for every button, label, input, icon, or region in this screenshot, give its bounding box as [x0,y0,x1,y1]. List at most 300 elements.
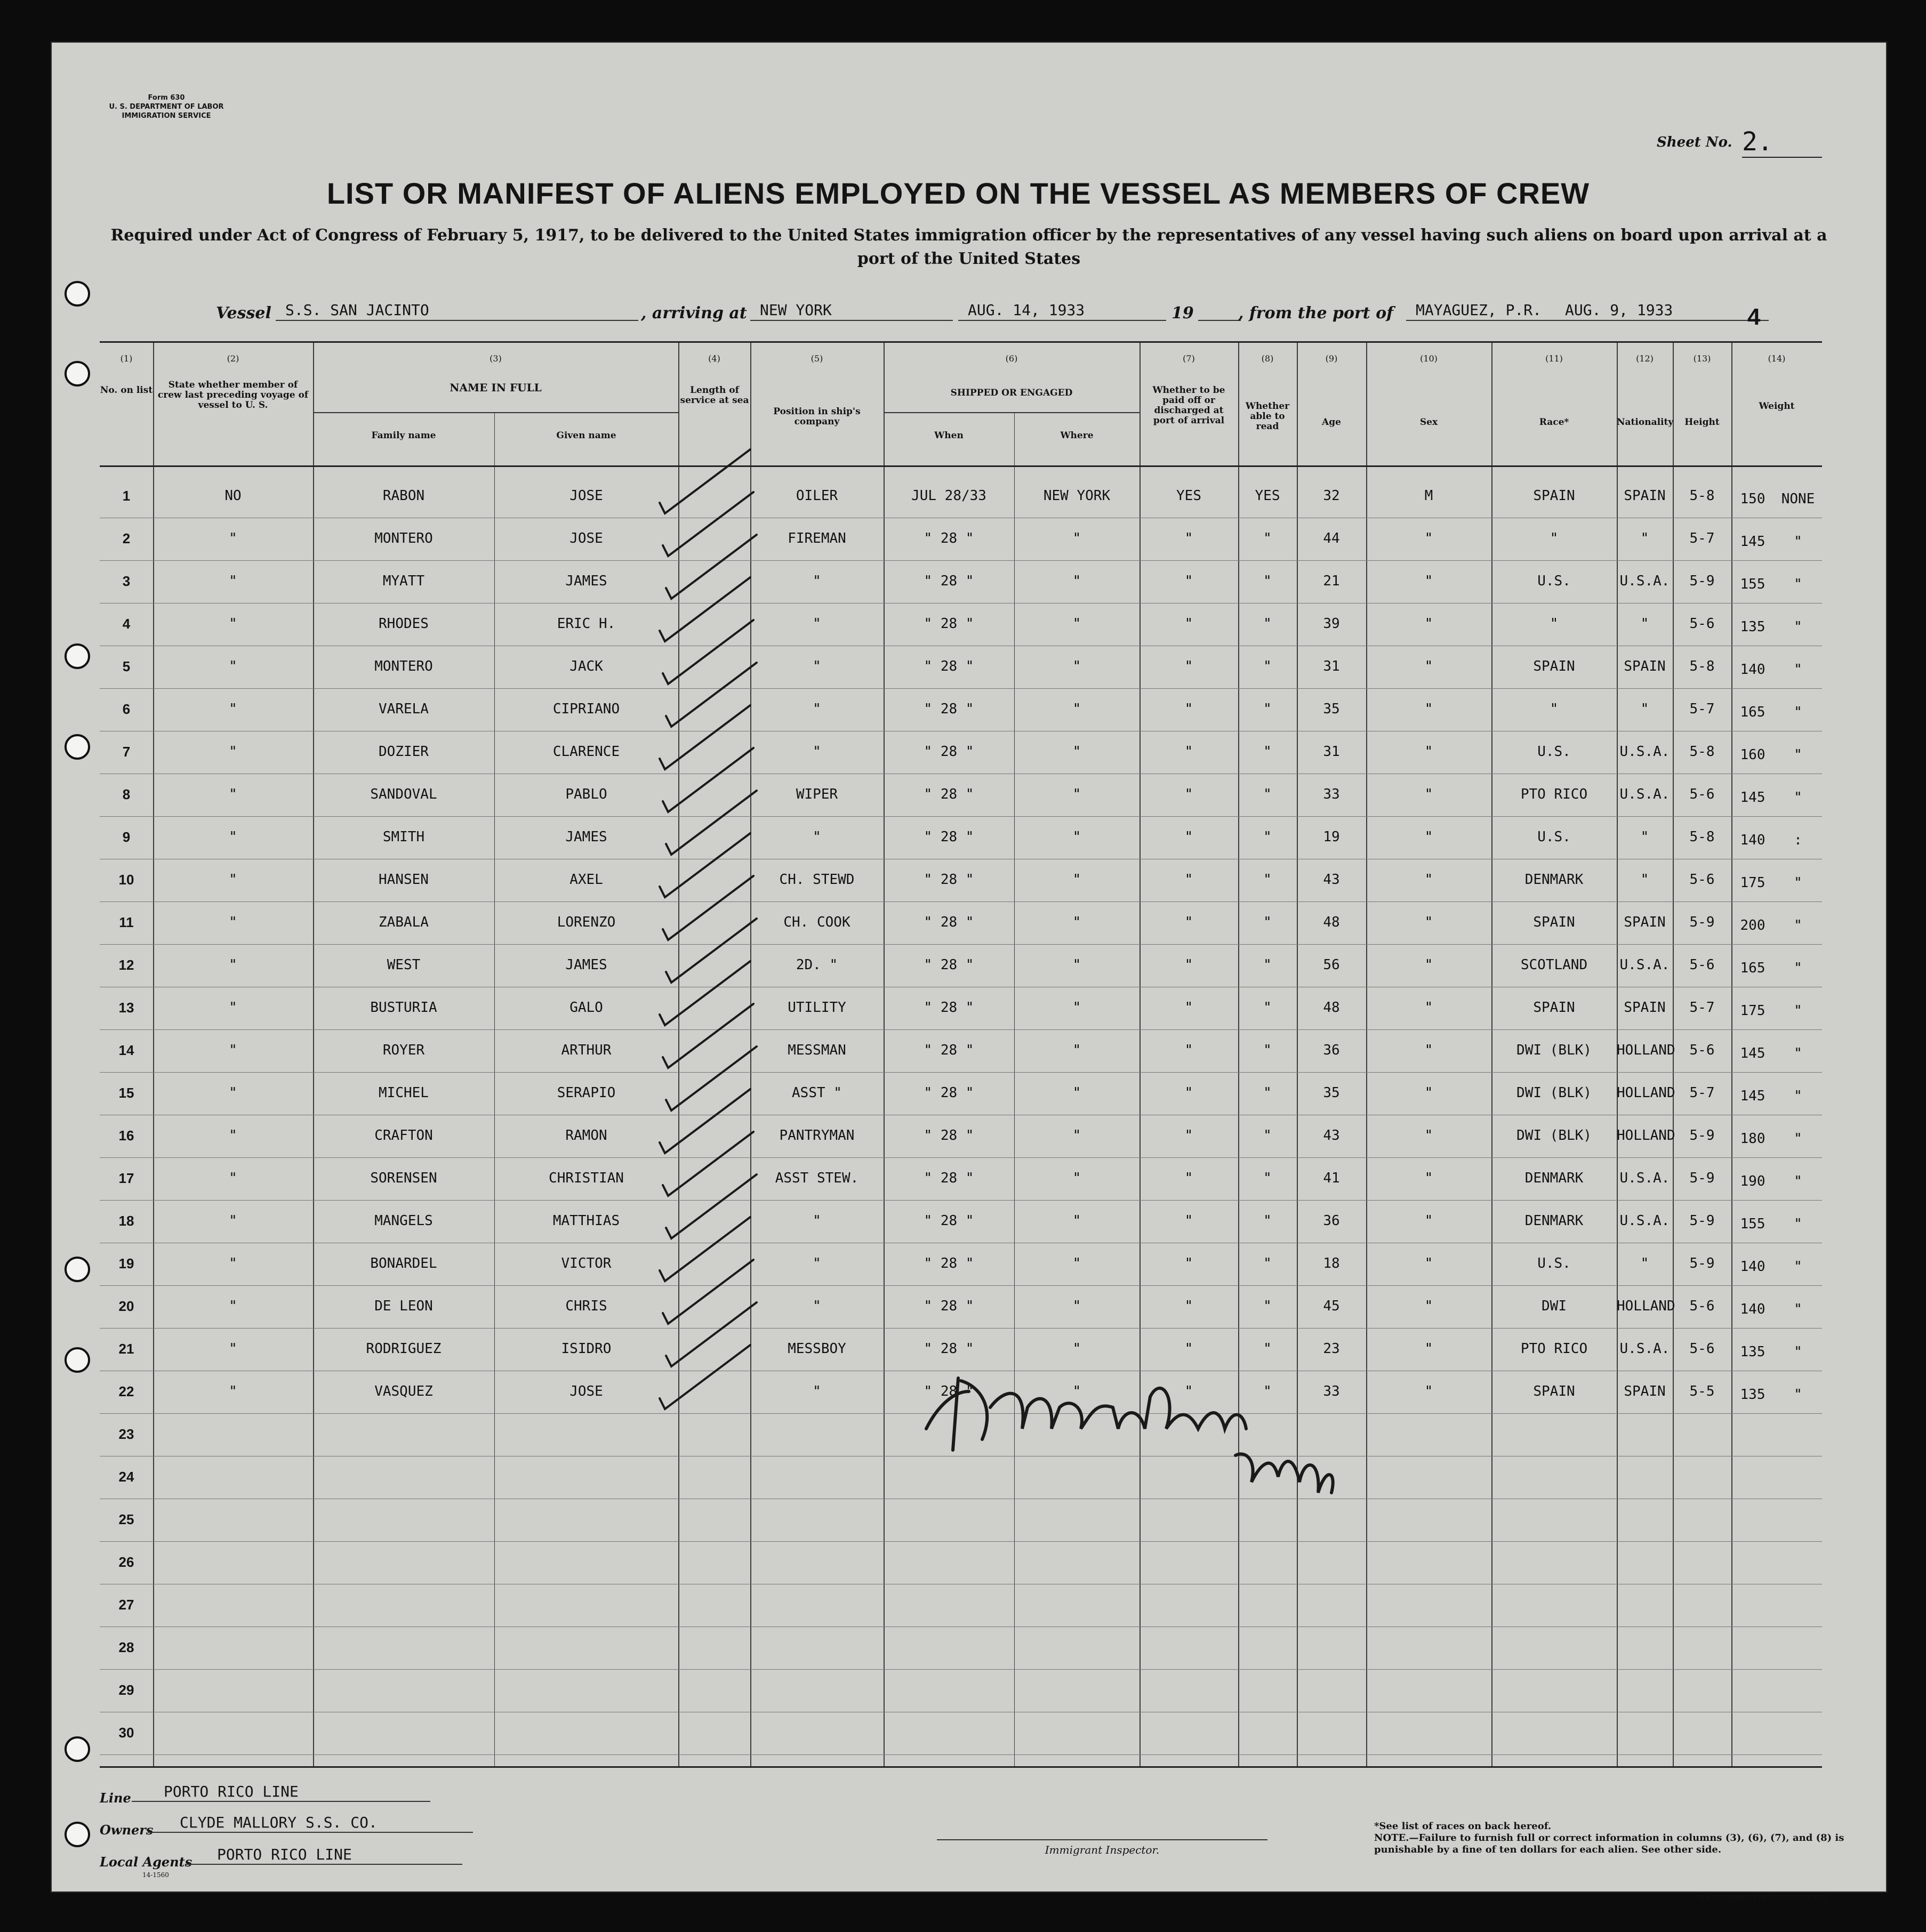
paid-off-cell: " [1184,1042,1193,1058]
paid-off-cell: " [1184,1000,1193,1016]
row-number: 7 [122,744,131,760]
able-read-cell: " [1263,1170,1272,1186]
where-cell: " [1072,658,1081,674]
marks-cell: NONE [1781,491,1815,507]
able-read-cell: " [1263,957,1272,973]
marks-cell: " [1794,747,1802,763]
given-name-cell: MATTHIAS [552,1213,620,1229]
marks-cell: " [1794,576,1802,592]
height-cell: 5-6 [1689,1298,1715,1314]
height-cell: 5-9 [1689,573,1715,589]
given-name-cell: JOSE [569,488,603,504]
age-cell: 31 [1323,744,1340,760]
row-number: 14 [118,1042,134,1058]
row-number: 24 [118,1469,134,1485]
given-name-cell: GALO [569,1000,603,1016]
when-cell: JUL 28/33 [911,488,986,504]
year-label: 19 [1171,304,1194,323]
row-number: 29 [118,1682,134,1698]
prev-voyage-cell: " [229,1128,237,1144]
row-number: 30 [118,1725,134,1741]
inspector-label: Immigrant Inspector. [937,1839,1267,1856]
race-cell: SPAIN [1533,658,1575,674]
prev-voyage-cell: " [229,744,237,760]
weight-value: 135 [1740,1387,1766,1403]
where-cell: " [1072,1128,1081,1144]
age-cell: 21 [1323,573,1340,589]
row-number: 12 [118,957,134,973]
prev-voyage-cell: " [229,1255,237,1271]
able-read-cell: " [1263,616,1272,632]
header-weight: Weight [1759,401,1795,412]
nationality-cell: U.S.A. [1619,1341,1670,1357]
header-family-name: Family name [371,430,436,441]
given-name-cell: ERIC H. [557,616,616,632]
height-cell: 5-6 [1689,616,1715,632]
col-number: (8) [1261,353,1274,364]
weight-value: 145 [1740,1088,1766,1104]
weight-value: 145 [1740,534,1766,550]
row-number: 17 [118,1170,134,1186]
paid-off-cell: " [1184,1383,1193,1399]
given-name-cell: AXEL [569,872,603,888]
position-cell: " [813,573,821,589]
sex-cell: " [1424,1341,1433,1357]
form-number: Form 630 [148,94,185,102]
family-name-cell: WEST [387,957,421,973]
inspector-signature [52,43,1886,1891]
note-races: *See list of races on back hereof. [1374,1821,1552,1832]
from-port: MAYAGUEZ, P.R. [1406,300,1555,321]
family-name-cell: SANDOVAL [370,786,437,802]
family-name-cell: MONTERO [374,530,433,546]
header-age: Age [1322,417,1341,428]
paid-off-cell: " [1184,1298,1193,1314]
weight-value: 135 [1740,1344,1766,1360]
prev-voyage-cell: " [229,1341,237,1357]
marks-cell: " [1794,1045,1802,1061]
sex-cell: " [1424,872,1433,888]
row-number: 6 [122,701,131,717]
position-cell: MESSMAN [788,1042,846,1058]
height-cell: 5-6 [1689,872,1715,888]
age-cell: 32 [1323,488,1340,504]
weight-value: 150 [1740,491,1766,507]
able-read-cell: " [1263,530,1272,546]
family-name-cell: MICHEL [379,1085,429,1101]
when-cell: " 28 " [924,701,974,717]
sheet-number: 2. [1742,127,1822,158]
family-name-cell: BUSTURIA [370,1000,437,1016]
age-cell: 35 [1323,1085,1340,1101]
weight-value: 180 [1740,1131,1766,1147]
row-number: 2 [122,530,131,546]
able-read-cell: " [1263,1255,1272,1271]
given-name-cell: JAMES [565,829,607,845]
weight-value: 155 [1740,576,1766,592]
where-cell: " [1072,829,1081,845]
given-name-cell: JOSE [569,1383,603,1399]
header-race: Race* [1539,417,1569,428]
position-cell: 2D. " [796,957,838,973]
row-number: 27 [118,1597,134,1613]
height-cell: 5-7 [1689,530,1715,546]
age-cell: 18 [1323,1255,1340,1271]
agents-value: PORTO RICO LINE [185,1845,462,1865]
sex-cell: " [1424,1128,1433,1144]
col-number: (12) [1636,353,1654,364]
able-read-cell: YES [1255,488,1280,504]
marks-cell: " [1794,875,1802,891]
where-cell: " [1072,530,1081,546]
where-cell: " [1072,1298,1081,1314]
position-cell: OILER [796,488,838,504]
age-cell: 36 [1323,1042,1340,1058]
where-cell: " [1072,701,1081,717]
position-cell: " [813,1298,821,1314]
age-cell: 45 [1323,1298,1340,1314]
where-cell: " [1072,1000,1081,1016]
header-where: Where [1060,430,1094,441]
where-cell: " [1072,1383,1081,1399]
prev-voyage-cell: " [229,701,237,717]
when-cell: " 28 " [924,1383,974,1399]
sex-cell: " [1424,616,1433,632]
paid-off-cell: " [1184,1128,1193,1144]
paid-off-cell: " [1184,701,1193,717]
family-name-cell: VARELA [379,701,429,717]
able-read-cell: " [1263,658,1272,674]
sex-cell: " [1424,1255,1433,1271]
owners-label: Owners [100,1822,154,1838]
weight-value: 140 [1740,1259,1766,1275]
age-cell: 43 [1323,872,1340,888]
height-cell: 5-6 [1689,1341,1715,1357]
weight-value: 135 [1740,619,1766,635]
paid-off-cell: " [1184,1255,1193,1271]
header-no: No. on list [100,385,153,396]
agents-label: Local Agents [100,1854,192,1870]
nationality-cell: HOLLAND [1617,1042,1675,1058]
given-name-cell: CHRISTIAN [549,1170,624,1186]
when-cell: " 28 " [924,1042,974,1058]
header-when: When [934,430,964,441]
sex-cell: " [1424,573,1433,589]
weight-value: 190 [1740,1173,1766,1189]
able-read-cell: " [1263,1042,1272,1058]
where-cell: " [1072,786,1081,802]
race-cell: SPAIN [1533,488,1575,504]
marks-cell: " [1794,619,1802,635]
header-height: Height [1684,417,1720,428]
family-name-cell: SMITH [382,829,425,845]
nationality-cell: SPAIN [1624,914,1666,930]
age-cell: 33 [1323,1383,1340,1399]
marks-cell: " [1794,1301,1802,1317]
nationality-cell: SPAIN [1624,658,1666,674]
nationality-cell: HOLLAND [1617,1085,1675,1101]
sheet-label: Sheet No. [1657,134,1732,150]
given-name-cell: ISIDRO [561,1341,612,1357]
marks-cell: " [1794,1088,1802,1104]
height-cell: 5-8 [1689,658,1715,674]
sex-cell: " [1424,957,1433,973]
nationality-cell: U.S.A. [1619,786,1670,802]
able-read-cell: " [1263,914,1272,930]
vessel-name: S.S. SAN JACINTO [276,300,638,321]
sex-cell: " [1424,914,1433,930]
marks-cell: " [1794,790,1802,806]
where-cell: " [1072,1085,1081,1101]
row-number: 13 [118,1000,134,1016]
given-name-cell: RAMON [565,1128,607,1144]
position-cell: " [813,616,821,632]
weight-value: 145 [1740,1045,1766,1061]
prev-voyage-cell: " [229,658,237,674]
given-name-cell: JAMES [565,957,607,973]
row-number: 8 [122,786,131,802]
race-cell: " [1550,616,1559,632]
family-name-cell: RODRIGUEZ [366,1341,442,1357]
sex-cell: " [1424,829,1433,845]
given-name-cell: VICTOR [561,1255,612,1271]
marks-cell: " [1794,662,1802,678]
sex-cell: " [1424,1170,1433,1186]
prev-voyage-cell: " [229,1042,237,1058]
weight-value: 140 [1740,1301,1766,1317]
paid-off-cell: " [1184,829,1193,845]
marks-cell: " [1794,534,1802,550]
position-cell: FIREMAN [788,530,846,546]
marks-cell: " [1794,1387,1802,1403]
height-cell: 5-6 [1689,786,1715,802]
prev-voyage-cell: " [229,1170,237,1186]
race-cell: PTO RICO [1520,1341,1588,1357]
family-name-cell: BONARDEL [370,1255,437,1271]
where-cell: " [1072,957,1081,973]
race-cell: DWI (BLK) [1516,1085,1592,1101]
row-number: 22 [118,1383,134,1399]
line-label: Line [100,1790,131,1806]
height-cell: 5-9 [1689,1255,1715,1271]
position-cell: WIPER [796,786,838,802]
sex-cell: " [1424,701,1433,717]
header-given-name: Given name [556,430,616,441]
sex-cell: " [1424,1000,1433,1016]
when-cell: " 28 " [924,1170,974,1186]
row-number: 11 [119,914,134,930]
col-number: (5) [810,353,823,364]
able-read-cell: " [1263,829,1272,845]
nationality-cell: U.S.A. [1619,957,1670,973]
height-cell: 5-6 [1689,1042,1715,1058]
race-cell: U.S. [1537,573,1571,589]
when-cell: " 28 " [924,1085,974,1101]
position-cell: " [813,829,821,845]
when-cell: " 28 " [924,829,974,845]
nationality-cell: HOLLAND [1617,1298,1675,1314]
race-cell: U.S. [1537,744,1571,760]
col-number: (4) [708,353,720,364]
when-cell: " 28 " [924,872,974,888]
position-cell: CH. COOK [783,914,850,930]
prev-voyage-cell: " [229,1085,237,1101]
race-cell: DWI (BLK) [1516,1042,1592,1058]
family-name-cell: MANGELS [374,1213,433,1229]
race-cell: DENMARK [1524,872,1584,888]
able-read-cell: " [1263,573,1272,589]
col-number: (3) [489,353,502,364]
nationality-cell: HOLLAND [1617,1128,1675,1144]
where-cell: " [1072,914,1081,930]
row-number: 28 [118,1639,134,1655]
nationality-cell: SPAIN [1624,1383,1666,1399]
when-cell: " 28 " [924,573,974,589]
arriving-port: NEW YORK [750,300,953,321]
age-cell: 41 [1323,1170,1340,1186]
col-number: (7) [1183,353,1195,364]
footnote [1374,1821,1854,1856]
race-cell: DWI [1542,1298,1567,1314]
where-cell: " [1072,744,1081,760]
paid-off-cell: " [1184,1170,1193,1186]
weight-value: 145 [1740,790,1766,806]
col-number: (9) [1325,353,1338,364]
col-number: (11) [1545,353,1563,364]
age-cell: 36 [1323,1213,1340,1229]
when-cell: " 28 " [924,1000,974,1016]
able-read-cell: " [1263,1085,1272,1101]
able-read-cell: " [1263,786,1272,802]
paid-off-cell: " [1184,530,1193,546]
nationality-cell: U.S.A. [1619,573,1670,589]
col-number: (10) [1420,353,1438,364]
race-cell: DENMARK [1524,1170,1584,1186]
family-name-cell: HANSEN [379,872,429,888]
line-value: PORTO RICO LINE [132,1782,430,1802]
when-cell: " 28 " [924,1298,974,1314]
family-name-cell: ROYER [382,1042,425,1058]
age-cell: 31 [1323,658,1340,674]
paid-off-cell: " [1184,1085,1193,1101]
height-cell: 5-5 [1689,1383,1715,1399]
marks-cell: " [1794,1344,1802,1360]
when-cell: " 28 " [924,914,974,930]
weight-value: 140 [1740,832,1766,848]
paid-off-cell: " [1184,872,1193,888]
position-cell: MESSBOY [788,1341,846,1357]
marks-cell: " [1794,1173,1802,1189]
family-name-cell: RABON [382,488,425,504]
col-number: (13) [1693,353,1711,364]
where-cell: " [1072,1042,1081,1058]
marks-cell: " [1794,1216,1802,1232]
able-read-cell: " [1263,1383,1272,1399]
weight-value: 200 [1740,917,1766,933]
age-cell: 48 [1323,914,1340,930]
race-cell: " [1550,701,1559,717]
weight-value: 160 [1740,747,1766,763]
arrival-date: AUG. 14, 1933 [958,300,1166,321]
when-cell: " 28 " [924,957,974,973]
service: IMMIGRATION SERVICE [122,112,211,120]
age-cell: 33 [1323,786,1340,802]
age-cell: 35 [1323,701,1340,717]
marks-cell: " [1794,960,1802,976]
able-read-cell: " [1263,1213,1272,1229]
marks-cell: : [1794,832,1802,848]
note-penalty: NOTE.—Failure to furnish full or correct information in columns (3), (6), (7), and (8) is punishable by a fine of ten dollars for each alien. See other side. [1374,1832,1844,1855]
position-cell: " [813,744,821,760]
able-read-cell: " [1263,744,1272,760]
from-label: , from the port of [1238,304,1394,323]
when-cell: " 28 " [924,658,974,674]
row-number: 9 [122,829,131,845]
row-number: 15 [118,1085,134,1101]
header-shipped: SHIPPED OR ENGAGED [950,388,1073,398]
given-name-cell: JOSE [569,530,603,546]
marks-cell: " [1794,704,1802,720]
paid-off-cell: " [1184,914,1193,930]
age-cell: 39 [1323,616,1340,632]
sex-cell: M [1424,488,1433,504]
sex-cell: " [1424,1042,1433,1058]
nationality-cell: U.S.A. [1619,1213,1670,1229]
family-name-cell: DOZIER [379,744,429,760]
paid-off-cell: " [1184,573,1193,589]
manifest-sheet [51,42,1887,1901]
prev-voyage-cell: " [229,1213,237,1229]
row-number: 26 [118,1554,134,1570]
family-name-cell: CRAFTON [374,1128,433,1144]
sex-cell: " [1424,1085,1433,1101]
sex-cell: " [1424,530,1433,546]
when-cell: " 28 " [924,1213,974,1229]
where-cell: " [1072,1255,1081,1271]
where-cell: " [1072,1341,1081,1357]
race-cell: U.S. [1537,1255,1571,1271]
row-number: 18 [118,1213,134,1229]
page-title: LIST OR MANIFEST OF ALIENS EMPLOYED ON THE VESSEL AS MEMBERS OF CREW [326,176,1590,210]
race-cell: SPAIN [1533,914,1575,930]
race-cell: SCOTLAND [1520,957,1588,973]
age-cell: 56 [1323,957,1340,973]
paid-off-cell: " [1184,1213,1193,1229]
family-name-cell: SORENSEN [370,1170,437,1186]
row-number: 1 [122,488,131,504]
nationality-cell: SPAIN [1624,488,1666,504]
where-cell: " [1072,616,1081,632]
header-paid-off: Whether to be paid off or discharged at port of arrival [1152,385,1225,426]
position-cell: ASST STEW. [775,1170,859,1186]
able-read-cell: " [1263,1341,1272,1357]
where-cell: " [1072,1170,1081,1186]
sex-cell: " [1424,1213,1433,1229]
col-number: (14) [1768,353,1786,364]
height-cell: 5-9 [1689,1213,1715,1229]
height-cell: 5-9 [1689,914,1715,930]
where-cell: " [1072,872,1081,888]
paid-off-cell: " [1184,744,1193,760]
row-number: 4 [122,616,131,632]
nationality-cell: " [1640,1255,1649,1271]
given-name-cell: JAMES [565,573,607,589]
row-number: 20 [118,1298,134,1314]
departure-date: AUG. 9, 1933 [1555,300,1769,321]
row-number: 23 [118,1426,134,1442]
header-name: NAME IN FULL [450,381,542,394]
owners-value: CLYDE MALLORY S.S. CO. [148,1813,473,1833]
